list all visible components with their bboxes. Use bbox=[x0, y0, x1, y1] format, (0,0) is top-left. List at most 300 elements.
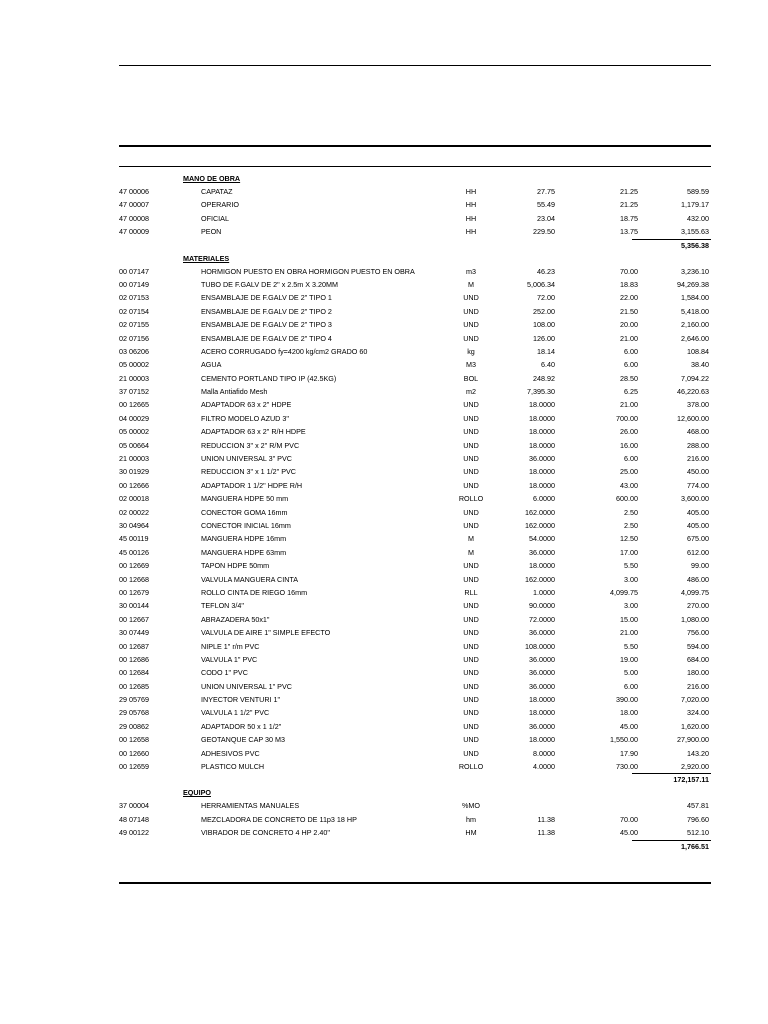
item-unit: kg bbox=[467, 346, 475, 356]
item-unit: UND bbox=[463, 695, 479, 705]
item-partial: 405.00 bbox=[687, 507, 709, 517]
item-description: INYECTOR VENTURI 1" bbox=[201, 695, 281, 705]
item-unit-price: 18.75 bbox=[620, 213, 638, 223]
item-partial: 2,160.00 bbox=[681, 320, 709, 330]
item-quantity: 18.0000 bbox=[529, 695, 555, 705]
item-unit: UND bbox=[463, 735, 479, 745]
table-row bbox=[0, 332, 768, 345]
item-unit-price: 700.00 bbox=[616, 413, 638, 423]
item-partial: 468.00 bbox=[687, 427, 709, 437]
item-unit: UND bbox=[463, 427, 479, 437]
table-row bbox=[0, 813, 768, 826]
item-partial: 216.00 bbox=[687, 454, 709, 464]
item-quantity: 36.0000 bbox=[529, 668, 555, 678]
table-row bbox=[0, 666, 768, 679]
item-unit: ROLLO bbox=[458, 494, 484, 504]
item-code: 02 07154 bbox=[119, 306, 149, 316]
item-unit-price: 730.00 bbox=[616, 762, 638, 772]
item-code: 03 06206 bbox=[119, 346, 149, 356]
item-quantity: 18.14 bbox=[537, 346, 555, 356]
item-unit-price: 6.25 bbox=[624, 387, 638, 397]
item-description: VIBRADOR DE CONCRETO 4 HP 2.40" bbox=[201, 828, 330, 838]
item-quantity: 6.0000 bbox=[533, 494, 555, 504]
item-description: ENSAMBLAJE DE F.GALV DE 2" TIPO 1 bbox=[201, 293, 332, 303]
item-unit-price: 1,550.00 bbox=[610, 735, 638, 745]
item-partial: 1,620.00 bbox=[681, 721, 709, 731]
item-partial: 5,418.00 bbox=[681, 306, 709, 316]
item-partial: 612.00 bbox=[687, 547, 709, 557]
item-description: REDUCCION 3" x 2" R/M PVC bbox=[201, 440, 300, 450]
item-unit-price: 22.00 bbox=[620, 293, 638, 303]
table-row bbox=[0, 492, 768, 505]
item-quantity: 46.23 bbox=[537, 266, 555, 276]
item-description: PLASTICO MULCH bbox=[201, 762, 265, 772]
item-code: 05 00664 bbox=[119, 440, 149, 450]
item-unit: UND bbox=[463, 681, 479, 691]
item-unit: HH bbox=[465, 227, 477, 237]
item-description: ENSAMBLAJE DE F.GALV DE 2" TIPO 3 bbox=[201, 320, 332, 330]
item-partial: 684.00 bbox=[687, 654, 709, 664]
item-unit-price: 3.00 bbox=[624, 601, 638, 611]
section-title bbox=[0, 786, 768, 799]
table-row bbox=[0, 733, 768, 746]
item-code: 29 05768 bbox=[119, 708, 149, 718]
subtotal-value: 5,356.38 bbox=[681, 240, 709, 250]
item-unit: UND bbox=[463, 306, 479, 316]
item-unit: UND bbox=[463, 320, 479, 330]
item-unit-price: 21.25 bbox=[620, 200, 638, 210]
item-partial: 27,900.00 bbox=[677, 735, 709, 745]
item-unit-price: 19.00 bbox=[620, 654, 638, 664]
item-quantity: 1.0000 bbox=[533, 587, 555, 597]
item-quantity: 18.0000 bbox=[529, 735, 555, 745]
item-partial: 216.00 bbox=[687, 681, 709, 691]
item-unit-price: 5.50 bbox=[624, 641, 638, 651]
header-rule-thin bbox=[119, 166, 711, 167]
item-unit: UND bbox=[463, 293, 479, 303]
item-partial: 324.00 bbox=[687, 708, 709, 718]
item-code: 21 00003 bbox=[119, 373, 149, 383]
item-unit-price: 12.50 bbox=[620, 534, 638, 544]
table-row bbox=[0, 291, 768, 304]
item-code: 00 12668 bbox=[119, 574, 149, 584]
item-partial: 12,600.00 bbox=[677, 413, 709, 423]
table-row bbox=[0, 385, 768, 398]
item-partial: 675.00 bbox=[687, 534, 709, 544]
item-code: 00 12686 bbox=[119, 654, 149, 664]
item-partial: 288.00 bbox=[687, 440, 709, 450]
item-description: CONECTOR INICIAL 16mm bbox=[201, 520, 291, 530]
item-description: MANGUERA HDPE 63mm bbox=[201, 547, 287, 557]
item-description: VALVULA 1 1/2" PVC bbox=[201, 708, 270, 718]
table-row bbox=[0, 613, 768, 626]
item-code: 00 07149 bbox=[119, 279, 149, 289]
item-unit: m2 bbox=[466, 387, 476, 397]
item-partial: 512.10 bbox=[687, 828, 709, 838]
item-partial: 270.00 bbox=[687, 601, 709, 611]
item-quantity: 36.0000 bbox=[529, 547, 555, 557]
item-code: 00 12684 bbox=[119, 668, 149, 678]
item-quantity: 72.00 bbox=[537, 293, 555, 303]
item-quantity: 18.0000 bbox=[529, 400, 555, 410]
table-row bbox=[0, 345, 768, 358]
item-code: 37 00004 bbox=[119, 801, 149, 811]
item-unit: UND bbox=[463, 400, 479, 410]
item-unit: UND bbox=[463, 480, 479, 490]
item-description: UNION UNIVERSAL 1" PVC bbox=[201, 681, 292, 691]
item-unit: m3 bbox=[466, 266, 476, 276]
item-code: 00 12685 bbox=[119, 681, 149, 691]
item-code: 00 12658 bbox=[119, 735, 149, 745]
table-row bbox=[0, 265, 768, 278]
section-title-text: EQUIPO bbox=[183, 788, 211, 798]
item-quantity: 18.0000 bbox=[529, 440, 555, 450]
item-code: 00 12669 bbox=[119, 561, 149, 571]
item-code: 30 00144 bbox=[119, 601, 149, 611]
table-row bbox=[0, 372, 768, 385]
item-unit-price: 28.50 bbox=[620, 373, 638, 383]
item-partial: 756.00 bbox=[687, 628, 709, 638]
item-partial: 180.00 bbox=[687, 668, 709, 678]
item-unit: UND bbox=[463, 520, 479, 530]
item-unit: UND bbox=[463, 654, 479, 664]
table-row bbox=[0, 398, 768, 411]
item-unit-price: 2.50 bbox=[624, 520, 638, 530]
item-unit-price: 15.00 bbox=[620, 614, 638, 624]
item-unit-price: 5.00 bbox=[624, 668, 638, 678]
item-unit-price: 43.00 bbox=[620, 480, 638, 490]
item-partial: 4,099.75 bbox=[681, 587, 709, 597]
section-title bbox=[0, 172, 768, 185]
item-code: 29 00862 bbox=[119, 721, 149, 731]
item-description: MEZCLADORA DE CONCRETO DE 11p3 18 HP bbox=[201, 814, 357, 824]
item-unit-price: 21.00 bbox=[620, 400, 638, 410]
item-partial: 432.00 bbox=[687, 213, 709, 223]
item-unit-price: 6.00 bbox=[624, 346, 638, 356]
item-unit: %MO bbox=[462, 801, 480, 811]
item-partial: 1,179.17 bbox=[681, 200, 709, 210]
item-description: ADAPTADOR 50 x 1 1/2" bbox=[201, 721, 282, 731]
table-row bbox=[0, 720, 768, 733]
table-row bbox=[0, 225, 768, 238]
table-row bbox=[0, 185, 768, 198]
top-rule bbox=[119, 65, 711, 66]
table-row bbox=[0, 506, 768, 519]
item-quantity: 11.38 bbox=[537, 828, 555, 838]
section-title-text: MANO DE OBRA bbox=[183, 174, 241, 183]
item-code: 21 00003 bbox=[119, 454, 149, 464]
item-unit: ROLLO bbox=[458, 762, 484, 772]
item-description: ACERO CORRUGADO fy=4200 kg/cm2 GRADO 60 bbox=[201, 346, 368, 356]
item-unit-price: 5.50 bbox=[624, 561, 638, 571]
item-partial: 589.59 bbox=[687, 187, 709, 196]
item-quantity: 11.38 bbox=[537, 814, 555, 824]
table-row bbox=[0, 452, 768, 465]
table-row bbox=[0, 532, 768, 545]
item-unit-price: 2.50 bbox=[624, 507, 638, 517]
subtotal-value: 172,157.11 bbox=[673, 775, 709, 785]
table-row bbox=[0, 760, 768, 773]
item-quantity: 18.0000 bbox=[529, 467, 555, 477]
header-rule-thick bbox=[119, 145, 711, 147]
item-unit-price: 17.90 bbox=[620, 748, 638, 758]
item-description: HORMIGON PUESTO EN OBRA HORMIGON PUESTO EN OBRA bbox=[201, 266, 415, 276]
item-quantity: 162.0000 bbox=[525, 507, 555, 517]
item-description: TUBO DE F.GALV DE 2" x 2.5m X 3.20MM bbox=[201, 279, 339, 289]
item-unit: BOL bbox=[463, 373, 479, 383]
item-unit: M3 bbox=[466, 360, 476, 370]
item-quantity: 7,395.30 bbox=[527, 387, 555, 397]
item-description: UNION UNIVERSAL 3" PVC bbox=[201, 454, 292, 464]
item-partial: 3,236.10 bbox=[681, 266, 709, 276]
item-partial: 99.00 bbox=[691, 561, 709, 571]
item-code: 05 00002 bbox=[119, 427, 149, 437]
table-row bbox=[0, 626, 768, 639]
item-unit-price: 18.83 bbox=[620, 279, 638, 289]
item-code: 00 12666 bbox=[119, 480, 149, 490]
item-partial: 3,155.63 bbox=[681, 227, 709, 237]
item-partial: 7,020.00 bbox=[681, 695, 709, 705]
item-unit: UND bbox=[463, 721, 479, 731]
item-unit-price: 20.00 bbox=[620, 320, 638, 330]
item-quantity: 18.0000 bbox=[529, 480, 555, 490]
item-description: CEMENTO PORTLAND TIPO IP (42.5KG) bbox=[201, 373, 337, 383]
item-description: ENSAMBLAJE DE F.GALV DE 2" TIPO 4 bbox=[201, 333, 332, 343]
item-unit: M bbox=[468, 547, 474, 557]
item-description: VALVULA DE AIRE 1" SIMPLE EFECTO bbox=[201, 628, 331, 638]
item-quantity: 23.04 bbox=[537, 213, 555, 223]
item-unit: UND bbox=[463, 748, 479, 758]
item-quantity: 72.0000 bbox=[529, 614, 555, 624]
item-unit-price: 17.00 bbox=[620, 547, 638, 557]
table-row bbox=[0, 465, 768, 478]
item-unit-price: 26.00 bbox=[620, 427, 638, 437]
item-unit-price: 18.00 bbox=[620, 708, 638, 718]
item-partial: 3,600.00 bbox=[681, 494, 709, 504]
item-description: GEOTANQUE CAP 30 M3 bbox=[201, 735, 286, 745]
item-description: TAPON HDPE 50mm bbox=[201, 561, 270, 571]
item-quantity: 54.0000 bbox=[529, 534, 555, 544]
table-row bbox=[0, 212, 768, 225]
item-unit: M bbox=[468, 534, 474, 544]
item-unit: UND bbox=[463, 561, 479, 571]
item-quantity: 162.0000 bbox=[525, 520, 555, 530]
item-description: ADHESIVOS PVC bbox=[201, 748, 260, 758]
item-unit: UND bbox=[463, 601, 479, 611]
item-code: 45 00126 bbox=[119, 547, 149, 557]
table-row bbox=[0, 586, 768, 599]
item-partial: 94,269.38 bbox=[677, 279, 709, 289]
item-description: FILTRO MODELO AZUD 3" bbox=[201, 413, 289, 423]
item-unit: HM bbox=[465, 828, 477, 838]
table-row bbox=[0, 706, 768, 719]
item-unit-price: 21.25 bbox=[620, 187, 638, 196]
table-row bbox=[0, 479, 768, 492]
item-unit-price: 70.00 bbox=[620, 814, 638, 824]
item-description: HERRAMIENTAS MANUALES bbox=[201, 801, 300, 811]
item-unit-price: 6.00 bbox=[624, 360, 638, 370]
section-subtotal bbox=[0, 773, 768, 786]
item-quantity: 18.0000 bbox=[529, 708, 555, 718]
item-code: 02 00018 bbox=[119, 494, 149, 504]
item-code: 00 12679 bbox=[119, 587, 149, 597]
item-code: 02 07155 bbox=[119, 320, 149, 330]
item-description: MANGUERA HDPE 50 mm bbox=[201, 494, 289, 504]
section-subtotal bbox=[0, 840, 768, 853]
item-description: Malla Antiafido Mesh bbox=[201, 387, 268, 397]
item-code: 04 00029 bbox=[119, 413, 149, 423]
item-unit: UND bbox=[463, 413, 479, 423]
item-unit: UND bbox=[463, 467, 479, 477]
item-unit-price: 21.00 bbox=[620, 333, 638, 343]
item-partial: 450.00 bbox=[687, 467, 709, 477]
table-row bbox=[0, 358, 768, 371]
table-row bbox=[0, 412, 768, 425]
item-unit: UND bbox=[463, 641, 479, 651]
item-description: CAPATAZ bbox=[201, 187, 233, 196]
item-description: MANGUERA HDPE 16mm bbox=[201, 534, 287, 544]
table-row bbox=[0, 425, 768, 438]
item-unit: HH bbox=[465, 200, 477, 210]
item-unit: UND bbox=[463, 668, 479, 678]
item-quantity: 18.0000 bbox=[529, 413, 555, 423]
item-unit-price: 4,099.75 bbox=[610, 587, 638, 597]
item-unit: UND bbox=[463, 574, 479, 584]
item-unit: UND bbox=[463, 507, 479, 517]
item-code: 30 01929 bbox=[119, 467, 149, 477]
item-code: 30 04964 bbox=[119, 520, 149, 530]
item-description: ENSAMBLAJE DE F.GALV DE 2" TIPO 2 bbox=[201, 306, 332, 316]
table-row bbox=[0, 519, 768, 532]
table-row bbox=[0, 439, 768, 452]
item-partial: 1,584.00 bbox=[681, 293, 709, 303]
item-description: PEON bbox=[201, 227, 222, 237]
item-unit-price: 13.75 bbox=[620, 227, 638, 237]
item-description: VALVULA MANGUERA CINTA bbox=[201, 574, 299, 584]
table-row bbox=[0, 799, 768, 812]
item-partial: 7,094.22 bbox=[681, 373, 709, 383]
item-unit: RLL bbox=[464, 587, 478, 597]
item-code: 00 12667 bbox=[119, 614, 149, 624]
item-description: REDUCCION 3" x 1 1/2" PVC bbox=[201, 467, 296, 477]
item-partial: 796.60 bbox=[687, 814, 709, 824]
item-quantity: 5,006.34 bbox=[527, 279, 555, 289]
item-code: 02 07153 bbox=[119, 293, 149, 303]
table-row bbox=[0, 693, 768, 706]
item-quantity: 8.0000 bbox=[533, 748, 555, 758]
item-description: VALVULA 1" PVC bbox=[201, 654, 258, 664]
item-description: AGUA bbox=[201, 360, 222, 370]
item-description: CONECTOR GOMA 16mm bbox=[201, 507, 288, 517]
item-partial: 46,220.63 bbox=[677, 387, 709, 397]
item-unit-price: 45.00 bbox=[620, 828, 638, 838]
table-row bbox=[0, 640, 768, 653]
item-unit: UND bbox=[463, 614, 479, 624]
item-code: 47 00007 bbox=[119, 200, 149, 210]
item-partial: 457.81 bbox=[687, 801, 709, 811]
item-partial: 108.84 bbox=[687, 346, 709, 356]
section-subtotal bbox=[0, 239, 768, 252]
table-row bbox=[0, 599, 768, 612]
item-description: OPERARIO bbox=[201, 200, 239, 210]
item-partial: 1,080.00 bbox=[681, 614, 709, 624]
item-quantity: 55.49 bbox=[537, 200, 555, 210]
item-unit: UND bbox=[463, 440, 479, 450]
item-code: 29 05769 bbox=[119, 695, 149, 705]
item-code: 02 00022 bbox=[119, 507, 149, 517]
item-quantity: 108.0000 bbox=[525, 641, 555, 651]
item-quantity: 27.75 bbox=[537, 187, 555, 196]
item-partial: 143.20 bbox=[687, 748, 709, 758]
item-unit-price: 45.00 bbox=[620, 721, 638, 731]
item-description: CODO 1" PVC bbox=[201, 668, 248, 678]
bottom-rule bbox=[119, 882, 711, 884]
table-row bbox=[0, 278, 768, 291]
item-description: OFICIAL bbox=[201, 213, 229, 223]
item-quantity: 4.0000 bbox=[533, 762, 555, 772]
item-partial: 2,646.00 bbox=[681, 333, 709, 343]
item-unit-price: 21.50 bbox=[620, 306, 638, 316]
item-partial: 38.40 bbox=[691, 360, 709, 370]
item-unit: UND bbox=[463, 628, 479, 638]
item-partial: 486.00 bbox=[687, 574, 709, 584]
item-code: 00 12687 bbox=[119, 641, 149, 651]
item-description: ADAPTADOR 63 x 2" HDPE bbox=[201, 400, 292, 410]
item-unit-price: 3.00 bbox=[624, 574, 638, 584]
item-code: 47 00006 bbox=[119, 187, 149, 196]
item-quantity: 18.0000 bbox=[529, 561, 555, 571]
item-partial: 774.00 bbox=[687, 480, 709, 490]
item-code: 02 07156 bbox=[119, 333, 149, 343]
item-quantity: 36.0000 bbox=[529, 721, 555, 731]
table-row bbox=[0, 318, 768, 331]
item-unit: HH bbox=[465, 213, 477, 223]
item-quantity: 18.0000 bbox=[529, 427, 555, 437]
table-row bbox=[0, 198, 768, 211]
item-unit-price: 16.00 bbox=[620, 440, 638, 450]
table-row bbox=[0, 747, 768, 760]
item-code: 30 07449 bbox=[119, 628, 149, 638]
item-quantity: 36.0000 bbox=[529, 628, 555, 638]
item-quantity: 126.00 bbox=[533, 333, 555, 343]
item-quantity: 162.0000 bbox=[525, 574, 555, 584]
item-unit-price: 70.00 bbox=[620, 266, 638, 276]
table-row bbox=[0, 305, 768, 318]
item-code: 45 00119 bbox=[119, 534, 149, 544]
item-unit-price: 6.00 bbox=[624, 681, 638, 691]
table-row bbox=[0, 653, 768, 666]
item-unit-price: 390.00 bbox=[616, 695, 638, 705]
item-unit: hm bbox=[466, 814, 476, 824]
item-description: TEFLON 3/4" bbox=[201, 601, 244, 611]
item-code: 00 07147 bbox=[119, 266, 149, 276]
item-code: 00 12665 bbox=[119, 400, 149, 410]
item-unit-price: 25.00 bbox=[620, 467, 638, 477]
item-description: ADAPTADOR 63 x 2" R/H HDPE bbox=[201, 427, 306, 437]
item-unit: HH bbox=[465, 187, 477, 196]
item-quantity: 36.0000 bbox=[529, 454, 555, 464]
item-quantity: 90.0000 bbox=[529, 601, 555, 611]
item-partial: 405.00 bbox=[687, 520, 709, 530]
item-code: 05 00002 bbox=[119, 360, 149, 370]
table-row bbox=[0, 573, 768, 586]
table-row bbox=[0, 559, 768, 572]
item-description: NIPLE 1" r/m PVC bbox=[201, 641, 260, 651]
section-title bbox=[0, 252, 768, 265]
item-unit: UND bbox=[463, 708, 479, 718]
item-code: 37 07152 bbox=[119, 387, 149, 397]
item-description: ROLLO CINTA DE RIEGO 16mm bbox=[201, 587, 308, 597]
